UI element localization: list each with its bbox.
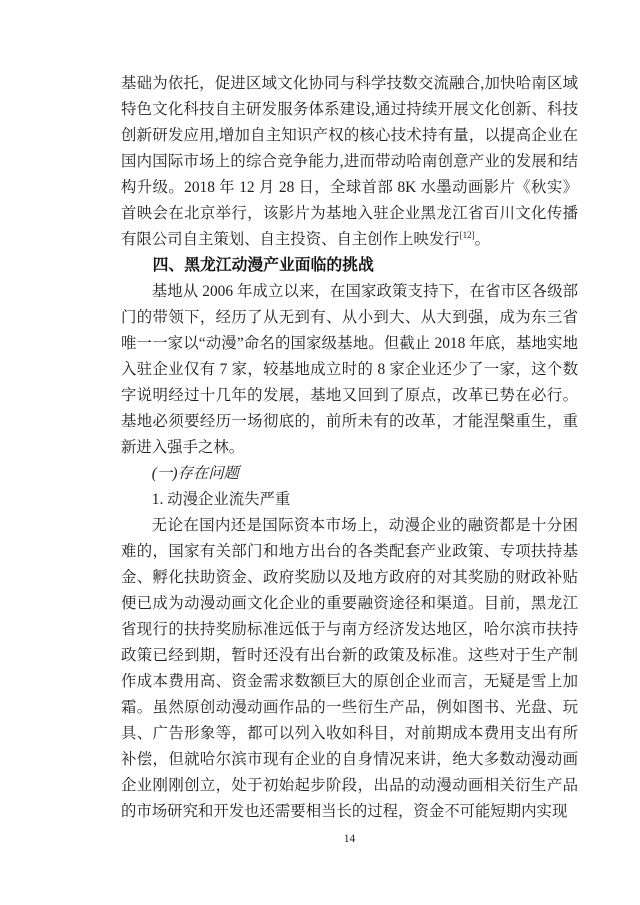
citation-superscript-12: [12] [459, 229, 475, 240]
subheading-item-enterprise-loss: 1. 动漫企业流失严重 [151, 491, 291, 508]
subheading-existing-problems: (一)存在问题 [151, 465, 240, 482]
paragraph-funding-difficulty: 无论在国内还是国际资本市场上，动漫企业的融资都是十分困难的，国家有关部门和地方出台的各类配套产业政策、专项扶持基金、孵化扶助资金、政府奖励以及地方政府的对其奖励的财政补贴便已成为动漫动画文化企业的重要融资途径和渠道。目前，黑龙江省现行的扶持奖励标准远低于与南方经济发达地区，哈尔滨市扶持政策已经到期，暂时还没有出台新的政策及标准。这些对于生产制作成本费用高、资金需求数额巨大的原创企业而言，无疑是雪上加霜。虽然原创动漫动画作品的一些衍生产品，例如图书、光盘、玩具、广告形象等，都可以列入收如科目，对前期成本费用支出有所补偿，但就哈尔滨市现有企业的自身情况来讲，绝大多数动漫动画企业刚刚创立，处于初始起步阶段，出品的动漫动画相关衍生产品的市场研究和开发也还需要相当长的过程，资金不可能短期内实现 [121, 517, 578, 820]
paragraph-intro-text: 基础为依托，促进区域文化协同与科学技数交流融合,加快哈南区域特色文化科技自主研发服务体系建设,通过持续开展文化创新、科技创新研发应用,增加自主知识产权的核心技术持有量，以提高企业在国内国际市场上的综合竞争能力,进而带动哈南创意产业的发展和结构升级。2018 年 12 月 28 日，全球首部 8K 水墨动画影片《秋实》首映会在北京举行，该影片为基地入驻企业黑龙江省百川文化传播有限公司自主策划、自主投资、自主创作上映发行 [121, 75, 578, 248]
paragraph-base-history: 基地从 2006 年成立以来，在国家政策支持下，在省市区各级部门的带领下，经历了从无到有、从小到大、从大到强，成为东三省唯一一家以“动漫”命名的国家级基地。但截止 2018 年底，基地实地入驻企业仅有 7 家，较基地成立时的 8 家企业还少了一家，这个数字说明经过十几年的发展，基地又回到了原点，改革已势在必行。基地必须要经历一场彻底的，前所未有的改革，才能涅槃重生，重新进入强手之林。 [121, 283, 578, 456]
section-heading-challenges: 四、黑龙江动漫产业面临的挑战 [152, 257, 374, 274]
paragraph-intro-period: 。 [474, 231, 491, 248]
page-content [121, 71, 578, 825]
page-number: 14 [343, 833, 356, 845]
paragraph-intro [121, 71, 578, 253]
